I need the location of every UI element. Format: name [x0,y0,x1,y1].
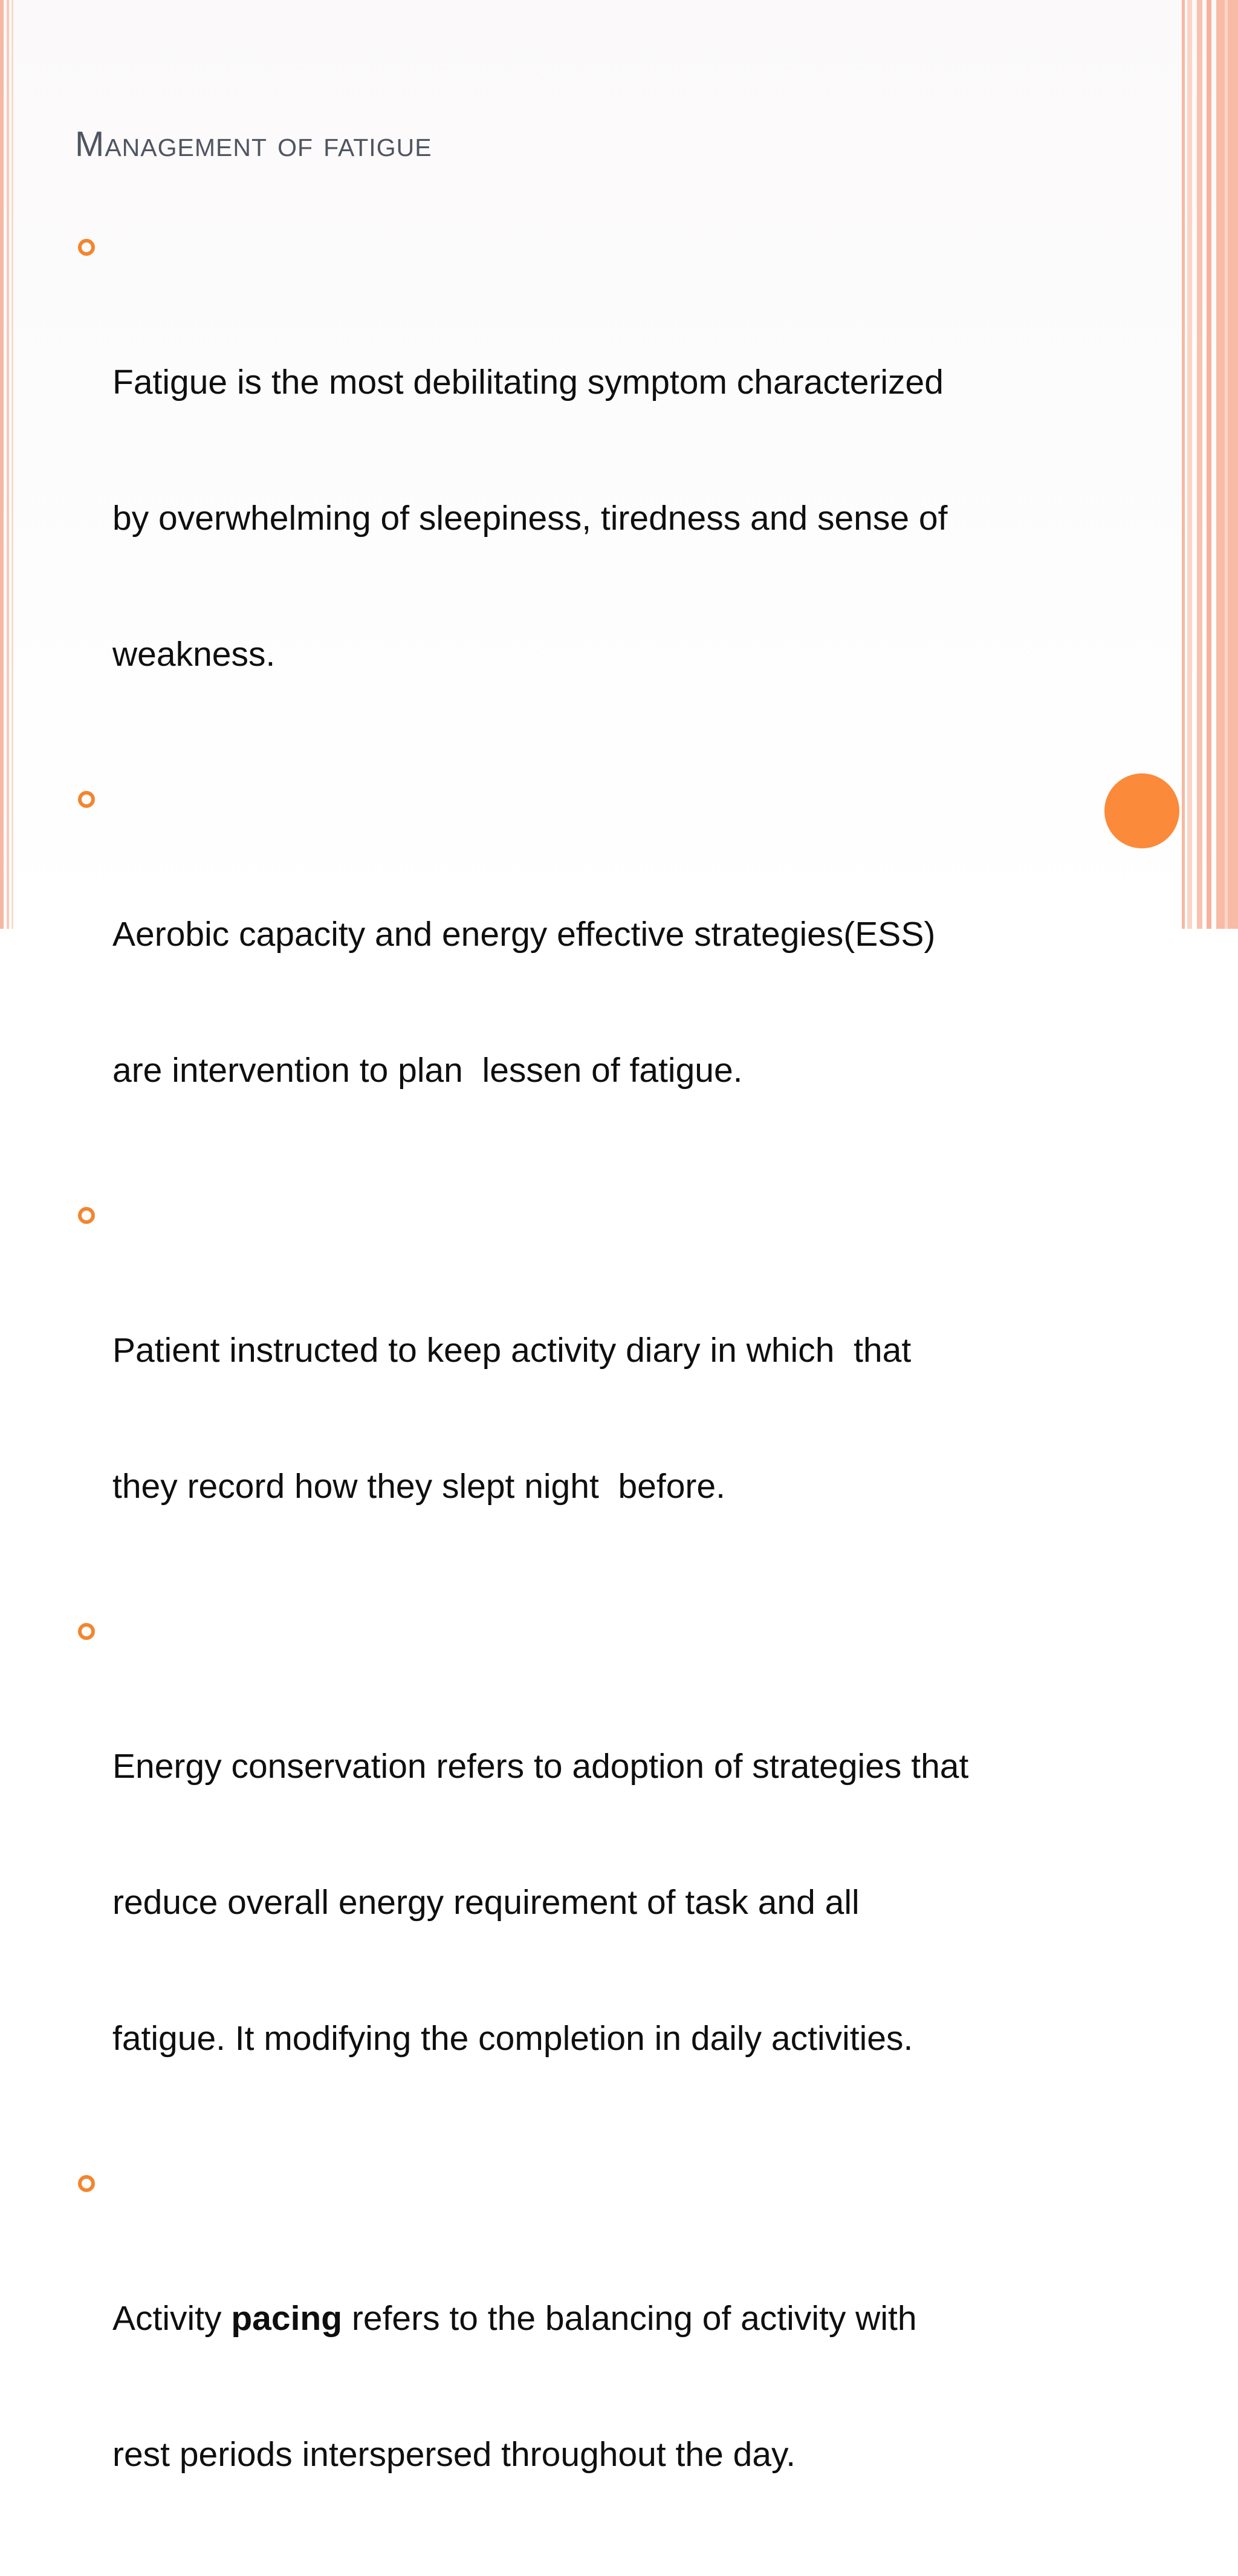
bullet-text-segment: refers to the balancing of activity with [342,2299,917,2338]
ring-bullet-icon [78,1623,95,1640]
ring-bullet-icon [78,2175,95,2192]
bullet-text-line: Fatigue is the most debilitating symptom characterized [112,363,944,402]
bullet-text-line: Patient instructed to keep activity diary in which that [112,1331,912,1370]
slide-title: Management of fatigue [75,125,432,164]
right-border-stripe [1182,0,1185,929]
right-border-stripe [1207,0,1211,929]
bullet-text-line: reduce overall energy requirement of task and all [112,1883,860,1922]
bullet-text-line: fatigue. It modifying the completion in daily activities. [112,2019,913,2058]
bold-term-pacing: pacing [231,2299,343,2338]
bullet-text-line [112,2296,1066,2341]
bullet-item [75,776,1066,1184]
bullet-text-line: rest periods interspersed throughout the day. [112,2435,796,2474]
right-border-stripe [1197,0,1202,929]
bullet-list [75,224,1066,2576]
ring-bullet-icon [78,791,95,808]
bullet-text-line: are intervention to plan lessen of fatigue. [112,1051,743,1090]
bullet-item [75,1608,1066,2152]
left-border-stripe [0,0,4,929]
right-border-stripe [1187,0,1192,929]
ring-bullet-icon [78,1207,95,1224]
ring-bullet-icon [78,239,95,256]
left-border-stripe [7,0,9,929]
bullet-text-segment: Activity [112,2299,232,2338]
bullet-item [75,224,1066,768]
bullet-text-line: they record how they slept night before. [112,1467,725,1506]
left-border-stripe [11,0,13,929]
bullet-text-line: weakness. [112,635,276,674]
bullet-text-line: Energy conservation refers to adoption of strategies that [112,1747,969,1786]
right-border-stripe [1225,0,1228,929]
bullet-text-line: Aerobic capacity and energy effective strategies(ESS) [112,915,936,954]
bullet-item [75,2160,1066,2568]
bullet-item [75,1192,1066,1600]
decorative-orange-circle [1104,773,1179,848]
bullet-text-line: by overwhelming of sleepiness, tiredness and sense of [112,499,948,538]
